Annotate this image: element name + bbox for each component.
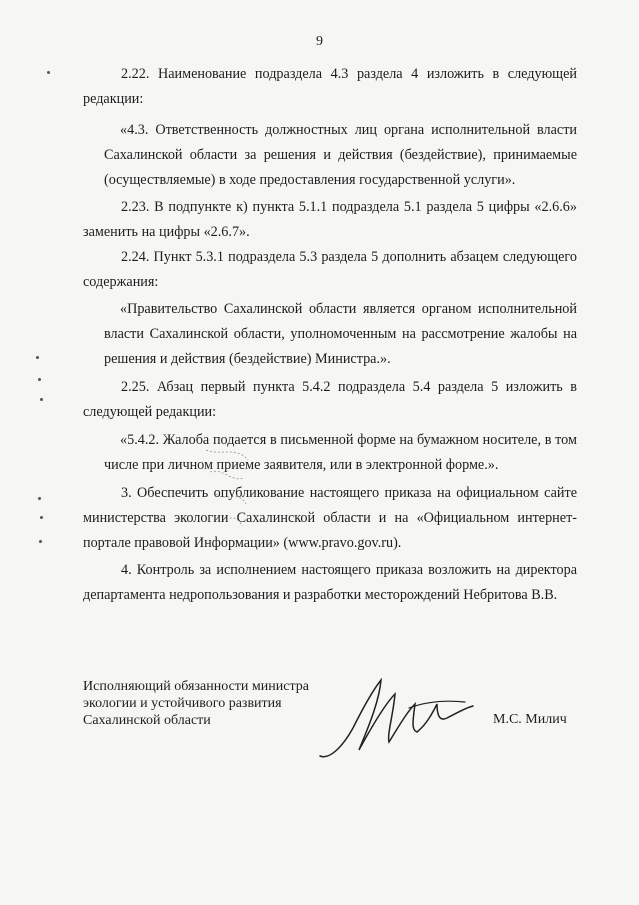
margin-mark [36, 356, 39, 359]
handwritten-signature [315, 668, 475, 768]
margin-mark [38, 378, 41, 381]
margin-mark [39, 540, 42, 543]
stamp-scribble [196, 442, 256, 532]
paragraph-2-25: 2.25. Абзац первый пункта 5.4.2 подраздела 5.4 раздела 5 изложить в следующей редакции: [83, 379, 577, 420]
signer-name: М.С. Милич [493, 712, 567, 727]
paragraph-2-22: 2.22. Наименование подраздела 4.3 раздела 4 изложить в следующей редакции: [83, 66, 577, 107]
paragraph-2-24: 2.24. Пункт 5.3.1 подраздела 5.3 раздела 5 дополнить абзацем следующего содержания: [83, 249, 577, 290]
paragraph-4: 4. Контроль за исполнением настоящего приказа возложить на директора департамента недропользования и разработки месторождений Небритова В.В. [83, 562, 577, 603]
margin-mark [38, 497, 41, 500]
signer-position [83, 678, 353, 729]
margin-mark [40, 516, 43, 519]
margin-mark [47, 71, 50, 74]
signer-position-line: экологии и устойчивого развития [83, 696, 282, 711]
paragraph-2-24-quote: «Правительство Сахалинской области является органом исполнительной власти Сахалинской области, уполномоченным на рассмотрение жалобы на решения и действия (бездействие) Министра.». [104, 301, 577, 367]
paragraph-2-25-quote: «5.4.2. Жалоба подается в письменной форме на бумажном носителе, в том числе при личном приеме заявителя, или в электронной форме.». [104, 432, 577, 473]
margin-mark [40, 398, 43, 401]
signer-position-line: Сахалинской области [83, 713, 211, 728]
signer-position-line: Исполняющий обязанности министра [83, 679, 309, 694]
paragraph-2-22-quote: «4.3. Ответственность должностных лиц органа исполнительной власти Сахалинской области за решения и действия (бездействие), принимаемые (осуществляемые) в ходе предоставления государственной услуги». [104, 122, 577, 188]
paragraph-2-23: 2.23. В подпункте к) пункта 5.1.1 подраздела 5.1 раздела 5 цифры «2.6.6» заменить на цифры «2.6.7». [83, 199, 577, 240]
paragraph-3: 3. Обеспечить опубликование настоящего приказа на официальном сайте министерства экологии Сахалинской области и на «Официальном интернет-портале правовой Информации» (www.pravo.gov.ru). [83, 485, 577, 551]
page-number: 9 [316, 34, 323, 49]
